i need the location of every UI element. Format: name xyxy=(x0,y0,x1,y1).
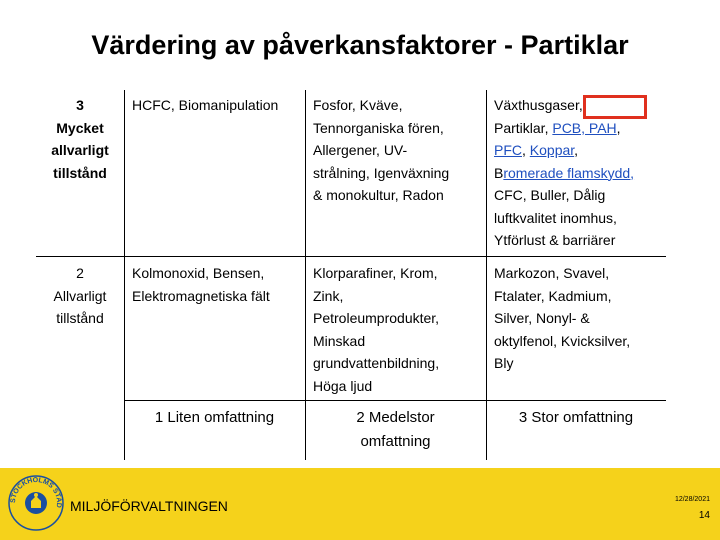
link-bromerade-flamskydd[interactable]: romerade flamskydd, xyxy=(503,164,635,181)
highlight-box xyxy=(583,95,647,119)
link-pfc[interactable]: PFC xyxy=(494,142,522,158)
svg-text:STOCKHOLMS STAD: STOCKHOLMS STAD xyxy=(9,476,63,509)
column-label-1: 1 Liten omfattning xyxy=(154,409,275,426)
footer-bar xyxy=(0,468,720,540)
organization-name: MILJÖFÖRVALTNINGEN xyxy=(70,498,228,514)
slide-date: 12/28/2021 xyxy=(674,496,710,503)
column-label-2: 2 Medelstor omfattning xyxy=(356,409,435,450)
grid-line xyxy=(36,256,666,257)
cell-r2-c3: Markozon, Svavel, Ftalater, Kadmium, Silver, Nonyl- & oktylfenol, Kvicksilver, Bly xyxy=(494,265,631,371)
cell-r3-c1: HCFC, Biomanipulation xyxy=(132,97,279,113)
grid-line xyxy=(124,90,125,460)
row-label-2: 2 Allvarligt tillstånd xyxy=(53,265,107,326)
grid-line xyxy=(486,90,487,460)
assessment-matrix xyxy=(36,90,666,460)
stockholm-logo xyxy=(8,475,64,531)
row-label-3: 3 Mycket allvarligt tillstånd xyxy=(51,97,109,181)
link-pcb-pah[interactable]: PCB, PAH xyxy=(552,119,617,136)
slide-title: Värdering av påverkansfaktorer - Partiklar xyxy=(91,30,629,60)
cell-r2-c2: Klorparafiner, Krom, Zink, Petroleumprodukter, Minskad grundvattenbildning, Höga ljud xyxy=(313,265,440,394)
grid-line xyxy=(124,400,666,401)
cell-r3-c3: Växthusgaser, Partiklar, PCB, PAH, PFC, Koppar, Bromerade flamskydd, CFC, Buller, Dålig luftkvalitet inomhus, Ytförlust & barriärer xyxy=(494,97,635,248)
column-label-3: 3 Stor omfattning xyxy=(518,409,634,426)
link-koppar[interactable]: Koppar xyxy=(529,142,575,158)
page-number: 14 xyxy=(698,510,710,521)
cell-r2-c1: Kolmonoxid, Bensen, Elektromagnetiska fält xyxy=(132,265,270,304)
grid-line xyxy=(305,90,306,460)
cell-r3-c2: Fosfor, Kväve, Tennorganiska fören, Allergener, UV- strålning, Igenväxning & monokultur, Radon xyxy=(313,97,450,203)
